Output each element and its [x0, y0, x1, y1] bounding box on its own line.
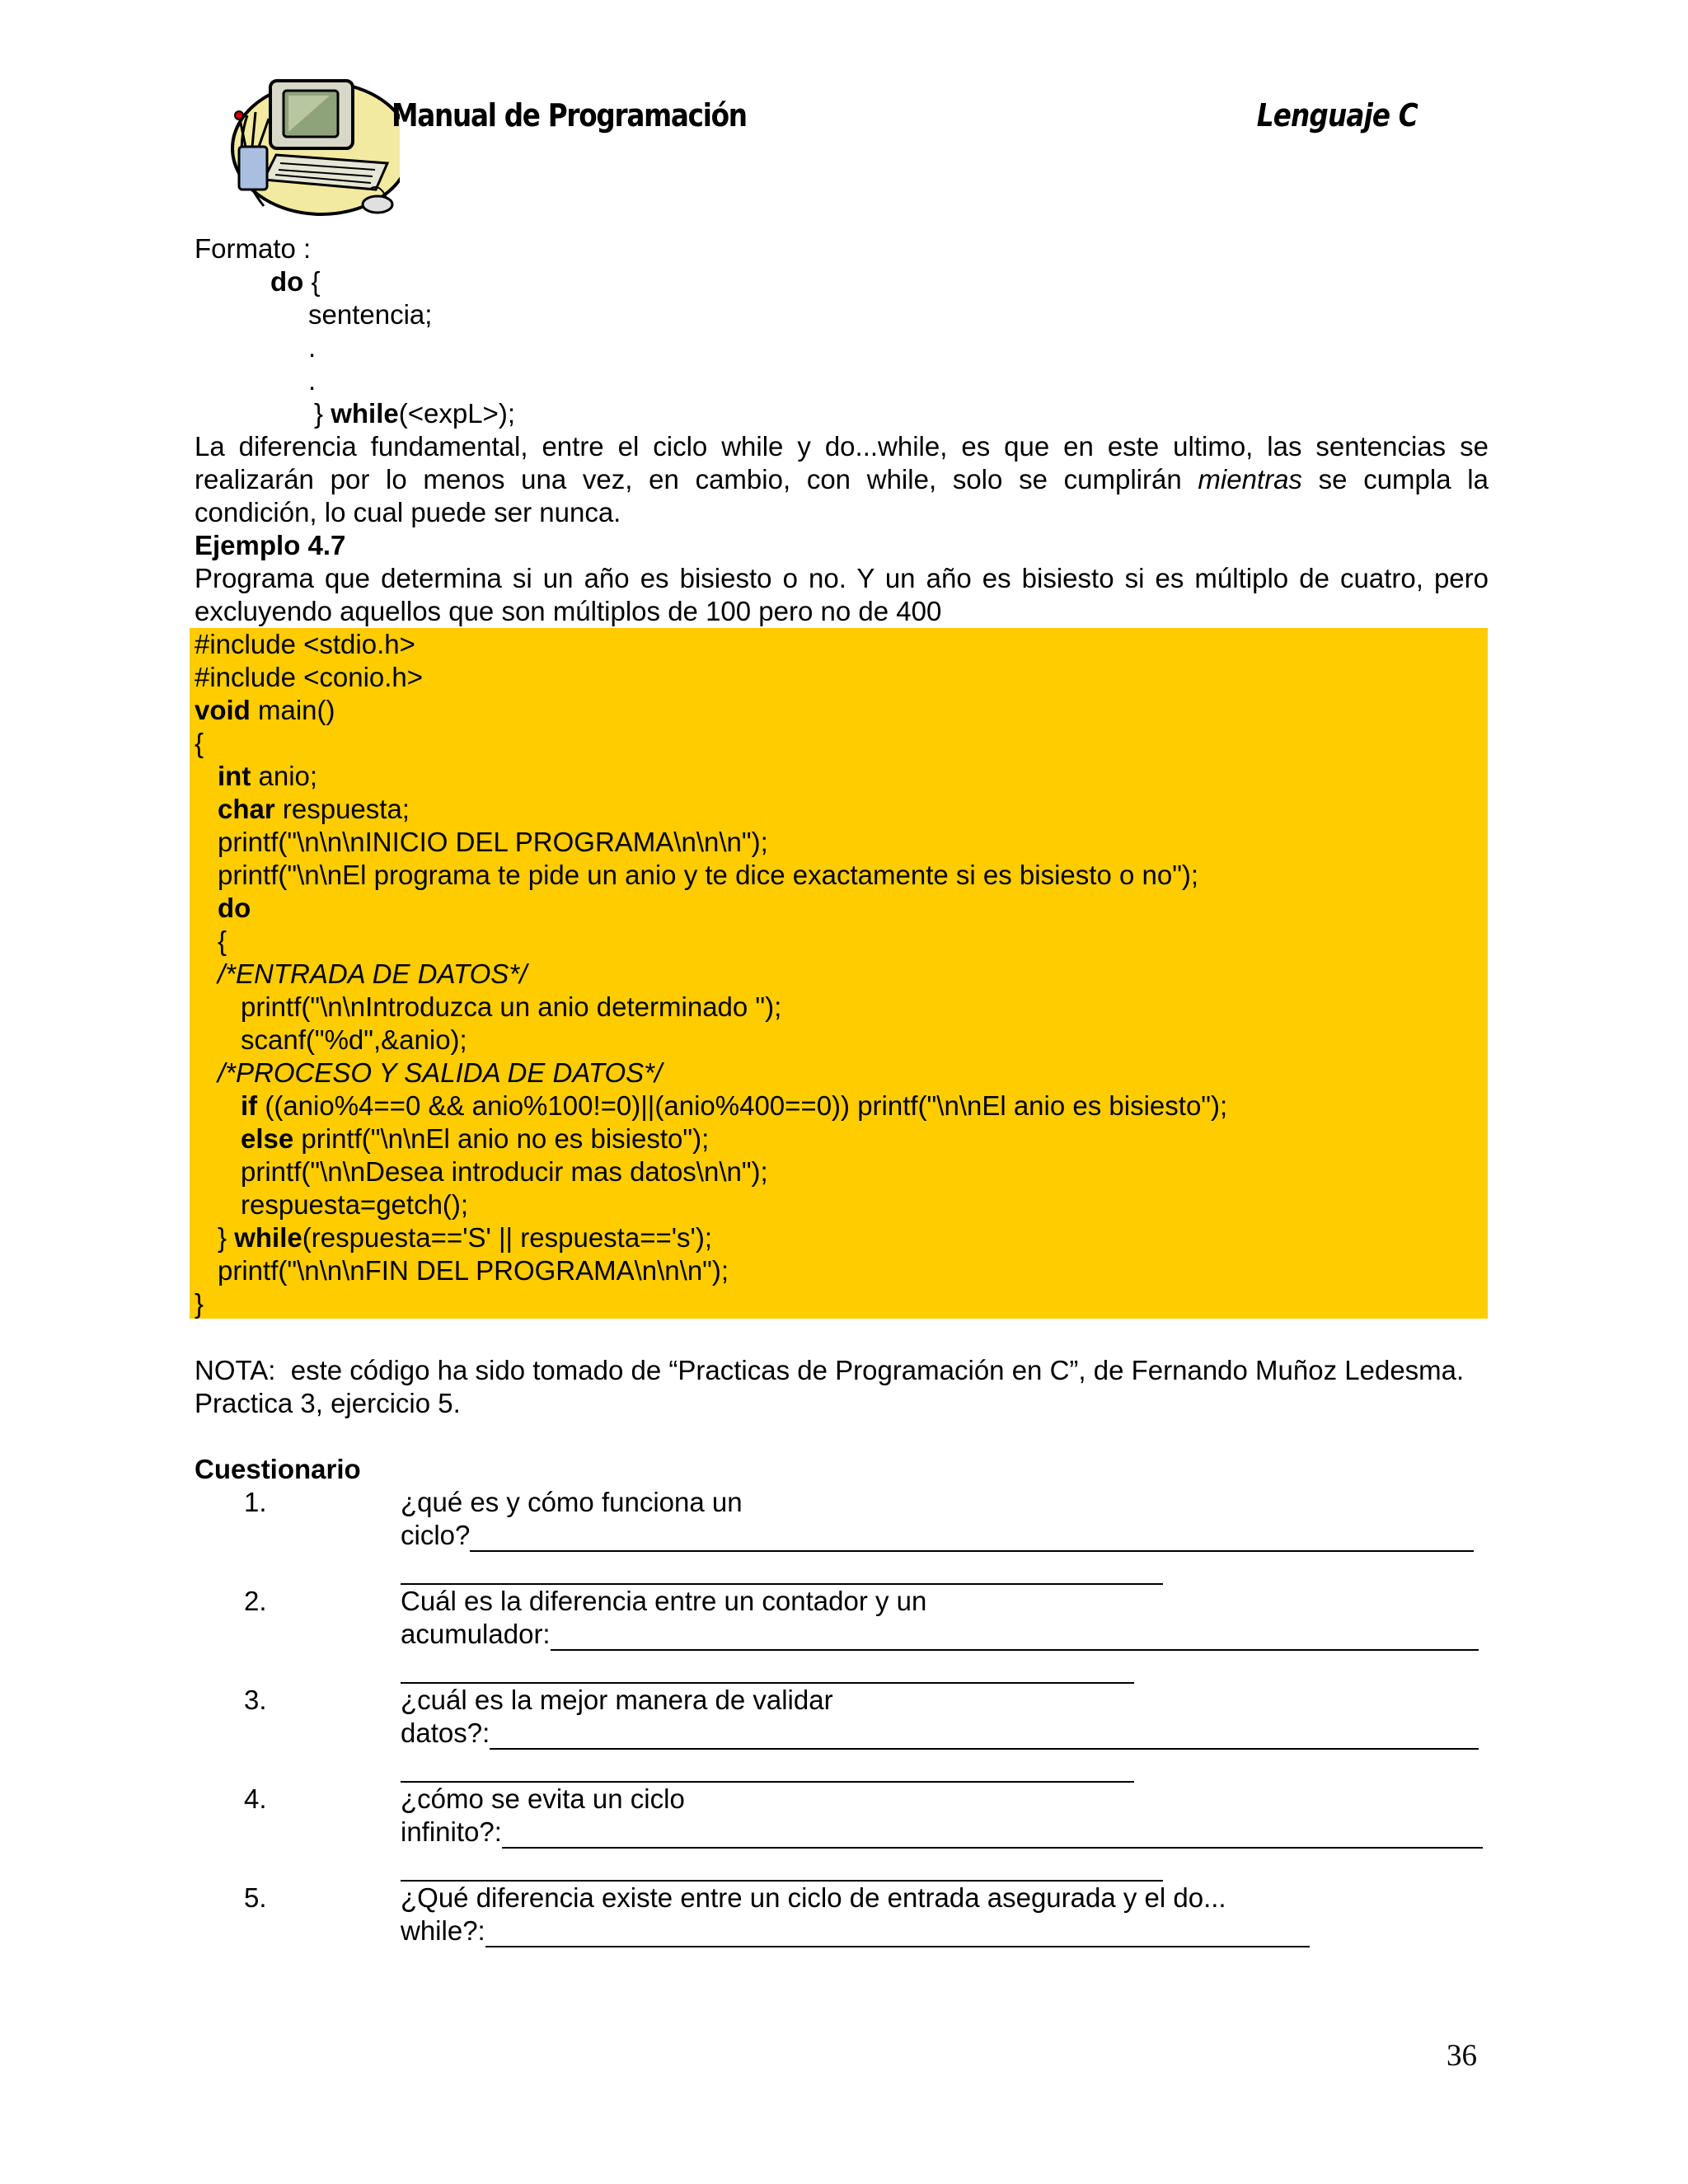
answer-blank[interactable]: [490, 1720, 1479, 1750]
question-line: ¿cuál es la mejor manera de validar: [401, 1685, 833, 1715]
code-line: [190, 1122, 1488, 1155]
code-line: printf("\n\nEl programa te pide un anio y te dice exactamente si es bisiesto o no");: [218, 860, 1199, 890]
keyword: while: [234, 1222, 302, 1253]
code-block: [190, 628, 1488, 1319]
code-line: [190, 892, 1488, 925]
code-line: printf("\n\n\nINICIO DEL PROGRAMA\n\n\n");: [218, 827, 768, 857]
format-brace-close: }: [314, 398, 331, 429]
code-line: [190, 1090, 1488, 1122]
question-item: [195, 1552, 1489, 1651]
code-line: #include <conio.h>: [195, 662, 424, 692]
code-line: #include <stdio.h>: [195, 629, 415, 659]
example-desc-1: Programa que determina si un año es bisiesto o no. Y un año es bisiesto si es múltiplo de cuatro, pero: [195, 563, 1489, 593]
code-line: {: [195, 728, 204, 758]
keyword: else: [241, 1123, 294, 1154]
code-line: printf("\n\n\nFIN DEL PROGRAMA\n\n\n");: [218, 1255, 729, 1286]
keyword: if: [241, 1090, 258, 1121]
example-desc-2: excluyendo aquellos que son múltiplos de 100 pero no de 400: [195, 596, 942, 626]
question-line: ¿qué es y cómo funciona un: [401, 1487, 743, 1517]
while-keyword: while: [331, 398, 399, 429]
question-answer-line: [401, 1618, 1489, 1651]
while-expression: (<expL>);: [398, 398, 515, 429]
code-line: {: [218, 926, 227, 956]
question-line: ¿cómo se evita un ciclo: [401, 1783, 685, 1814]
question-number: 2.: [244, 1586, 267, 1616]
body-text: [195, 232, 1489, 628]
question-number: 3.: [244, 1685, 267, 1715]
computer-clipart-icon: [214, 66, 400, 223]
keyword: char: [218, 794, 275, 824]
code-line: respuesta=getch();: [241, 1189, 469, 1220]
format-label: Formato :: [195, 233, 312, 264]
questionnaire: [195, 1453, 1489, 1947]
code-line: [190, 793, 1488, 826]
keyword: do: [218, 893, 251, 923]
question-line: acumulador:: [401, 1619, 551, 1649]
code-line: [190, 760, 1488, 793]
question-number: 5.: [244, 1882, 267, 1913]
question-answer-line: [401, 1519, 1489, 1552]
code-text: respuesta;: [274, 794, 410, 824]
page-number: 36: [1447, 2039, 1477, 2073]
code-text: }: [218, 1222, 235, 1253]
explanation-line-2: [195, 463, 1489, 496]
code-text: (respuesta=='S' || respuesta=='s');: [302, 1222, 713, 1253]
note-line-1: NOTA: este código ha sido tomado de “Practicas de Programación en C”, de Fernando Muñoz Ledesma.: [195, 1355, 1465, 1385]
question-answer-line: [401, 1915, 1489, 1947]
note-line-2: Practica 3, ejercicio 5.: [195, 1388, 461, 1418]
example-title: Ejemplo 4.7: [195, 530, 346, 560]
code-comment: /*ENTRADA DE DATOS*/: [218, 958, 528, 989]
header-title: Manual de Programación: [392, 97, 747, 134]
questionnaire-title: Cuestionario: [195, 1454, 361, 1484]
format-dot: .: [308, 332, 316, 363]
code-text: printf("\n\nEl anio no es bisiesto");: [293, 1123, 710, 1154]
format-dot: .: [308, 365, 316, 396]
answer-blank[interactable]: [470, 1522, 1474, 1552]
explanation-line-1: La diferencia fundamental, entre el ciclo while y do...while, es que en este ultimo, las sentencias se: [195, 431, 1489, 462]
answer-blank[interactable]: [551, 1621, 1479, 1651]
explanation-emphasis: mientras: [1198, 464, 1302, 494]
page-header: [214, 66, 1418, 231]
code-line: printf("\n\nIntroduzca un anio determinado ");: [241, 991, 782, 1022]
do-keyword: do: [270, 266, 304, 297]
explanation-line-3: condición, lo cual puede ser nunca.: [195, 497, 621, 527]
question-text: [401, 1882, 1489, 1947]
question-line: infinito?:: [401, 1816, 502, 1847]
explanation-text: realizarán por lo menos una vez, en cambio, con while, solo se cumplirán: [195, 464, 1198, 494]
keyword: void: [195, 695, 251, 725]
code-text: ((anio%4==0 && anio%100!=0)||(anio%400==0)) printf("\n\nEl anio es bisiesto");: [257, 1090, 1228, 1121]
question-line: datos?:: [401, 1718, 490, 1748]
question-item: [195, 1453, 1489, 1552]
code-line: [190, 694, 1488, 727]
question-number: 4.: [244, 1783, 267, 1814]
question-line: ciclo?: [401, 1520, 471, 1550]
question-number: 1.: [244, 1487, 267, 1517]
code-line: [190, 1221, 1488, 1254]
question-line: ¿Qué diferencia existe entre un ciclo de entrada asegurada y el do...: [401, 1882, 1226, 1913]
answer-blank[interactable]: [485, 1918, 1310, 1947]
header-language: Lenguaje C: [1256, 97, 1418, 134]
question-item: [195, 1750, 1489, 1849]
question-item: [195, 1849, 1489, 1947]
format-do-line: [195, 265, 1489, 298]
keyword: int: [218, 761, 251, 791]
code-text: main(): [250, 695, 335, 725]
answer-blank[interactable]: [502, 1819, 1483, 1849]
format-brace-open: {: [303, 266, 321, 297]
question-line: while?:: [401, 1915, 485, 1946]
code-comment: /*PROCESO Y SALIDA DE DATOS*/: [218, 1057, 663, 1088]
explanation-text: se cumpla la: [1301, 464, 1489, 494]
code-line: }: [195, 1288, 204, 1319]
code-text: anio;: [251, 761, 318, 791]
question-answer-line: [401, 1816, 1489, 1849]
format-sentence: sentencia;: [308, 299, 433, 330]
question-answer-line: [401, 1717, 1489, 1750]
source-note: [195, 1354, 1489, 1420]
code-line: scanf("%d",&anio);: [241, 1024, 467, 1055]
format-while-line: [195, 397, 1489, 430]
code-line: printf("\n\nDesea introducir mas datos\n\n");: [241, 1156, 768, 1187]
question-item: [195, 1651, 1489, 1750]
question-line: Cuál es la diferencia entre un contador y un: [401, 1586, 927, 1616]
